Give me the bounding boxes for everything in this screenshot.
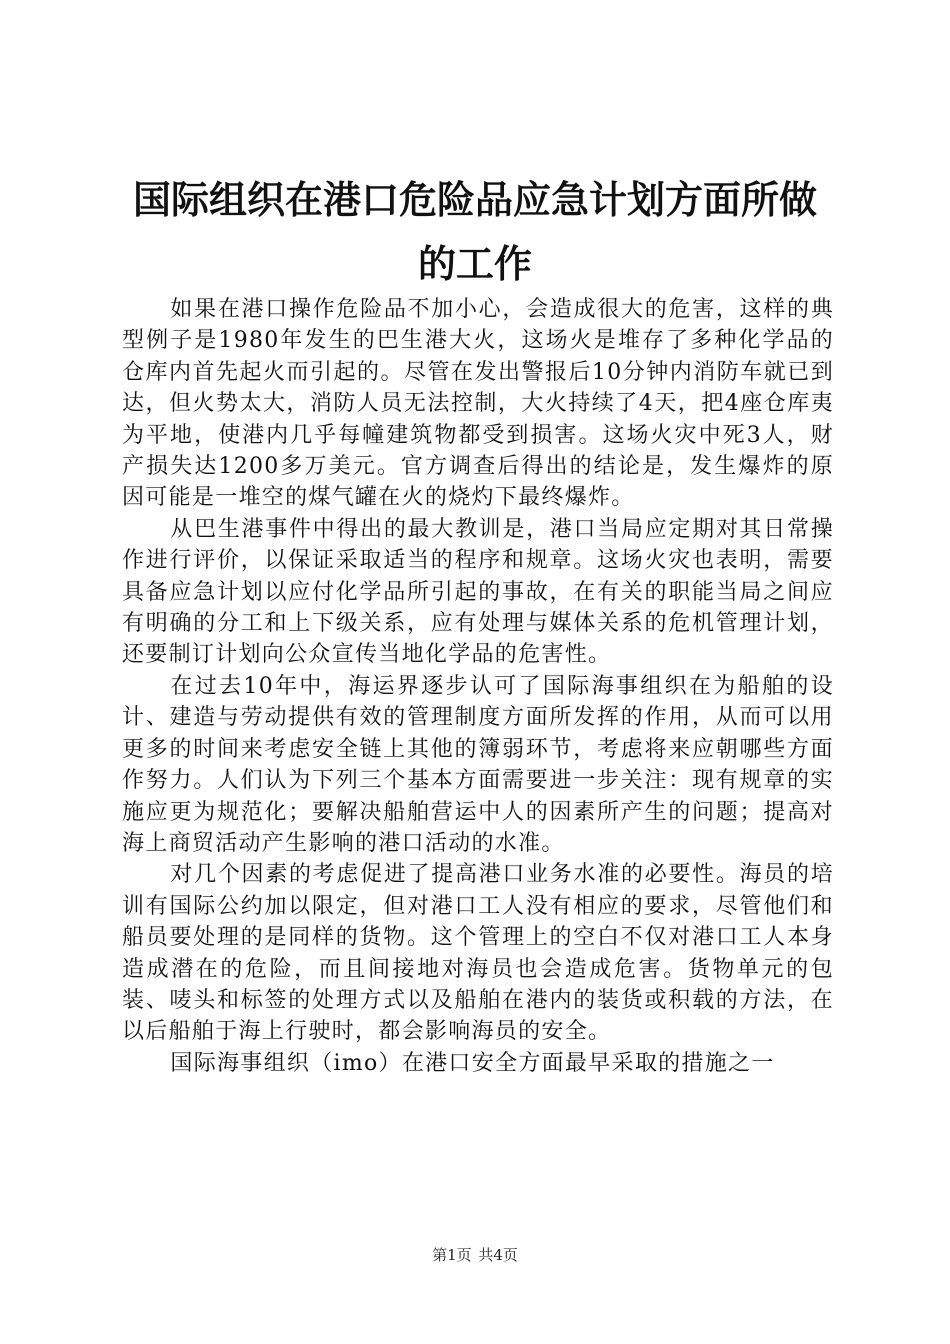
document-title: 国际组织在港口危险品应急计划方面所做的工作 (132, 178, 817, 286)
paragraph-3: 在过去10年中，海运界逐步认可了国际海事组织在为船舶的设计、建造与劳动提供有效的管理制度方面所发挥的作用，从而可以用更多的时间来考虑安全链上其他的簿弱环节，考虑将来应朝哪些方面作努力。人们认为下列三个基本方面需要进一步关注：现有规章的实施应更为规范化；要解决船舶营运中人的因素所产生的问题；提高对海上商贸活动产生影响的港口活动的水准。 (122, 673, 834, 856)
paragraph-5: 国际海事组织（imo）在港口安全方面最早采取的措施之一 (170, 1050, 775, 1076)
document-body (122, 294, 834, 1079)
page-footer (0, 1244, 950, 1265)
paragraph-2: 从巴生港事件中得出的最大教训是，港口当局应定期对其日常操作进行评价，以保证采取适当的程序和规章。这场火灾也表明，需要具备应急计划以应付化学品所引起的事故，在有关的职能当局之间应有明确的分工和上下级关系，应有处理与媒体关系的危机管理计划，还要制订计划向公众宣传当地化学品的危害性。 (122, 516, 834, 668)
paragraph-4: 对几个因素的考虑促进了提高港口业务水准的必要性。海员的培训有国际公约加以限定，但对港口工人没有相应的要求，尽管他们和船员要处理的是同样的货物。这个管理上的空白不仅对港口工人本身造成潜在的危险，而且间接地对海员也会造成危害。货物单元的包装、唛头和标签的处理方式以及船舶在港内的装货或积载的方法，在以后船舶于海上行驶时，都会影响海员的安全。 (122, 862, 834, 1045)
paragraph-1: 如果在港口操作危险品不加小心，会造成很大的危害，这样的典型例子是1980年发生的巴生港大火，这场火是堆存了多种化学品的仓库内首先起火而引起的。尽管在发出警报后10分钟内消防车就已到达，但火势太大，消防人员无法控制，大火持续了4天，把4座仓库夷为平地，使港内几乎每幢建筑物都受到损害。这场火灾中死3人，财产损失达1200多万美元。官方调查后得出的结论是，发生爆炸的原因可能是一堆空的煤气罐在火的烧灼下最终爆炸。 (122, 297, 834, 511)
page-number: 第1页 (432, 1246, 472, 1264)
page-total: 共4页 (478, 1246, 518, 1264)
